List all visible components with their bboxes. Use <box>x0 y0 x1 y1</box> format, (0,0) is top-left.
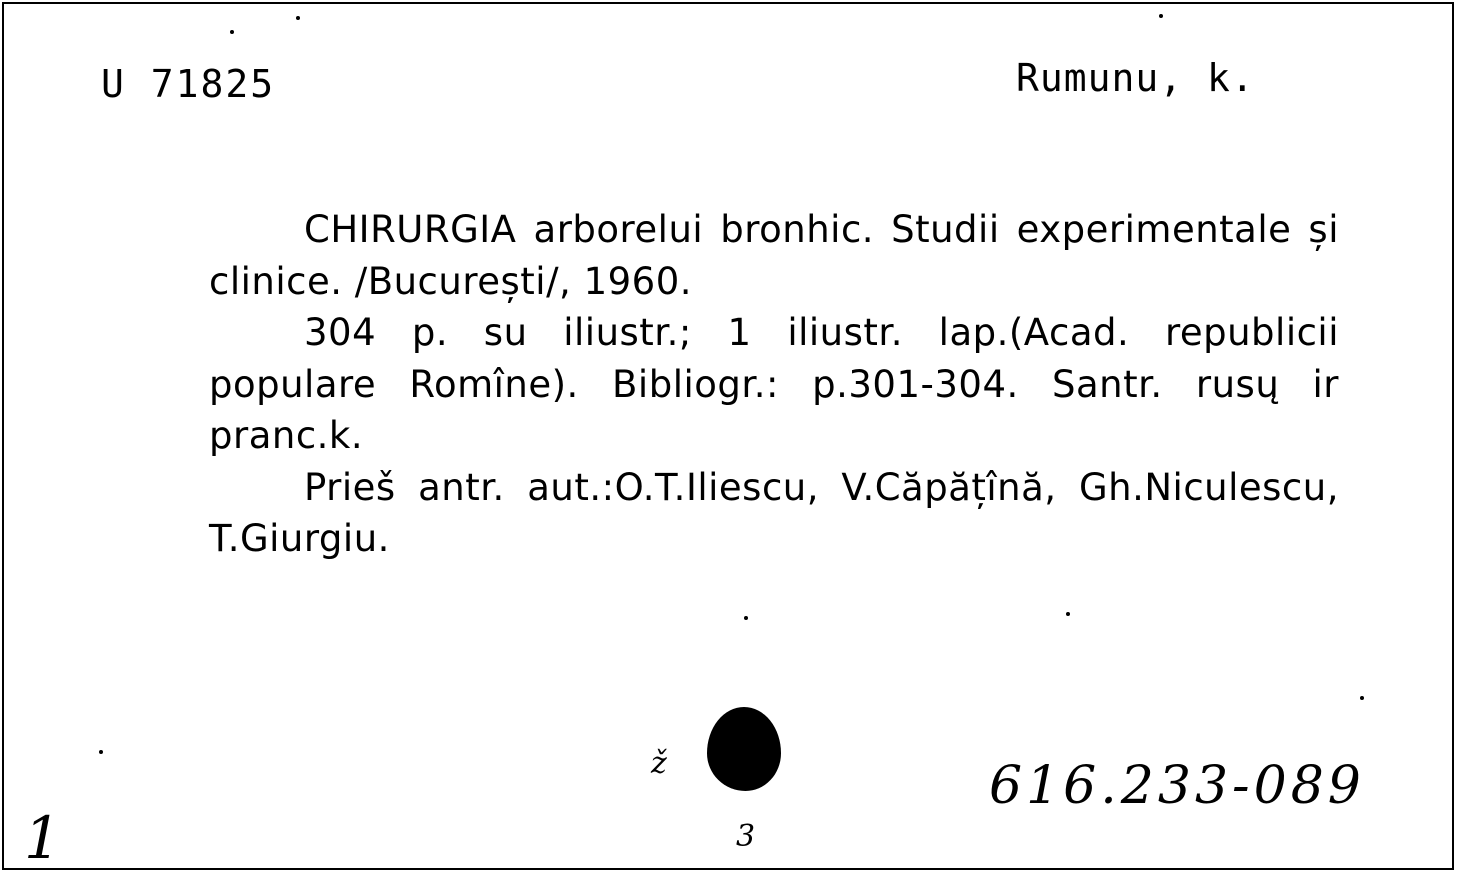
speck <box>230 30 234 34</box>
speck <box>1066 612 1070 616</box>
bibliographic-entry <box>209 204 1339 565</box>
classification-number: 616.233-089 <box>989 756 1365 816</box>
card-sequence-number: 1 <box>24 804 61 872</box>
language-note: Rumunu, k. <box>1016 56 1255 100</box>
authors-paragraph: Prieš antr. aut.:O.T.Iliescu, V.Căpățînă, Gh.Niculescu, T.Giurgiu. <box>209 465 1339 560</box>
handwritten-z-mark: ž <box>651 746 667 781</box>
speck <box>296 16 300 20</box>
call-number: U 71825 <box>101 62 276 106</box>
speck <box>744 616 748 620</box>
collation-paragraph: 304 p. su iliustr.; 1 iliustr. lap.(Acad. republicii populare Romîne). Bibliogr.: p.301-304. Santr. rusų ir pranc.k. <box>209 311 1339 457</box>
catalog-card <box>2 2 1454 870</box>
speck <box>1360 696 1364 700</box>
handwritten-3-mark: 3 <box>736 819 756 854</box>
punch-hole-mark <box>707 707 781 791</box>
speck <box>1159 14 1163 18</box>
title-imprint-paragraph: CHIRURGIA arborelui bronhic. Studii experimentale și clinice. /București/, 1960. <box>209 208 1339 303</box>
speck <box>99 750 103 754</box>
